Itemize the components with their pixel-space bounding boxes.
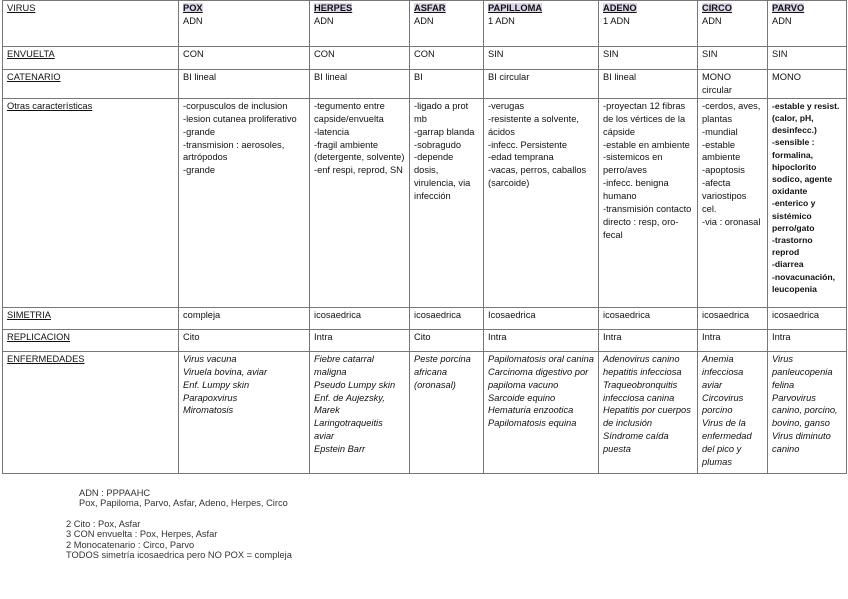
row-label-enfermedades	[3, 351, 179, 473]
table-cell: Intra	[698, 329, 768, 351]
table-cell: Intra	[599, 329, 698, 351]
simetria-row	[3, 307, 847, 329]
replicacion-row	[3, 329, 847, 351]
envuelta-row	[3, 47, 847, 70]
table-cell: -ligado a prot mb -garrap blanda -sobragudo -depende dosis, virulencia, via infección	[410, 98, 484, 307]
virus-name: PAPILLOMA	[488, 3, 543, 13]
table-cell: Cito	[179, 329, 310, 351]
table-cell: icosaedrica	[310, 307, 410, 329]
table-cell: CON	[410, 47, 484, 70]
label-text: Otras características	[7, 100, 93, 111]
genome: ADN	[314, 15, 334, 26]
virus-header-asfar	[410, 1, 484, 47]
table-cell: Icosaedrica	[484, 307, 599, 329]
table-cell: CON	[310, 47, 410, 70]
virus-header-papilloma	[484, 1, 599, 47]
otras-row	[3, 98, 847, 307]
table-cell: -estable y resist. (calor, pH, desinfecc.) -sensible : formalina, hipoclorito sodico, agente oxidante -enterico y sistémico perro/gato -trastorno reprod -diarrea -novacunación, leucopenia	[768, 98, 847, 307]
table-cell: Anemia infecciosa aviar Circovirus porcino Virus de la enfermedad del pico y plumas	[698, 351, 768, 473]
virus-name: PARVO	[772, 3, 805, 13]
genome: ADN	[772, 15, 792, 26]
row-label-catenario	[3, 70, 179, 99]
label-text: REPLICACION	[7, 331, 71, 342]
note-line: TODOS simetría icosaedrica pero NO POX = compleja	[66, 550, 292, 561]
virus-name: POX	[183, 3, 203, 13]
catenario-row	[3, 70, 847, 99]
table-cell: icosaedrica	[410, 307, 484, 329]
header-row	[3, 1, 847, 47]
virus-header-circo	[698, 1, 768, 47]
note-line: 2 Monocatenario : Circo, Parvo	[66, 539, 195, 550]
table-cell: SIN	[768, 47, 847, 70]
virus-name: ASFAR	[414, 3, 446, 13]
table-cell: -corpusculos de inclusion -lesion cutanea proliferativo -grande -transmision : aerosoles, artrópodos -grande	[179, 98, 310, 307]
table-cell: BI circular	[484, 70, 599, 99]
table-cell: -cerdos, aves, plantas -mundial -estable ambiente -apoptosis -afecta variostipos cel. -via : oronasal	[698, 98, 768, 307]
label-text: ENVUELTA	[7, 49, 55, 59]
table-cell: MONO	[768, 70, 847, 99]
table-cell: SIN	[599, 47, 698, 70]
table-cell: SIN	[484, 47, 599, 70]
virus-header-herpes	[310, 1, 410, 47]
virus-name: ADENO	[603, 3, 637, 13]
genome: 1 ADN	[488, 15, 515, 26]
note-line: 3 CON envuelta : Pox, Herpes, Asfar	[66, 529, 218, 540]
enfermedades-row	[3, 351, 847, 473]
row-label-virus	[3, 1, 179, 47]
note-line: 2 Cito : Pox, Asfar	[66, 519, 141, 529]
row-label-simetria	[3, 307, 179, 329]
table-cell: MONO circular	[698, 70, 768, 99]
genome: ADN	[414, 15, 434, 26]
table-cell: icosaedrica	[768, 307, 847, 329]
table-cell: SIN	[698, 47, 768, 70]
genome: 1 ADN	[603, 15, 630, 26]
table-cell: Fiebre catarral maligna Pseudo Lumpy skin Enf. de Aujezsky, Marek Laringotraqueitis aviar Epstein Barr	[310, 351, 410, 473]
table-cell: CON	[179, 47, 310, 70]
virus-name: HERPES	[314, 3, 353, 13]
label-text: ENFERMEDADES	[7, 353, 85, 364]
row-label-otras	[3, 98, 179, 307]
virus-header-pox	[179, 1, 310, 47]
table-cell: Virus panleucopenia felina Parvovirus canino, porcino, bovino, ganso Virus diminuto canino	[768, 351, 847, 473]
note-line: Pox, Papiloma, Parvo, Asfar, Adeno, Herpes, Circo	[79, 498, 288, 509]
table-cell: Papilomatosis oral canina Carcinoma digestivo por papiloma vacuno Sarcoide equino Hematuria enzootica Papilomatosis equina	[484, 351, 599, 473]
label-text: SIMETRIA	[7, 309, 51, 320]
row-label-replicacion	[3, 329, 179, 351]
notes-block-2	[66, 519, 292, 561]
table-cell: Peste porcina africana (oronasal)	[410, 351, 484, 473]
virus-header-adeno	[599, 1, 698, 47]
table-cell: Intra	[768, 329, 847, 351]
notes-block-1	[66, 488, 288, 509]
table-cell: Virus vacuna Viruela bovina, aviar Enf. Lumpy skin Parapoxvirus Miromatosis	[179, 351, 310, 473]
table-cell: icosaedrica	[599, 307, 698, 329]
virus-header-parvo	[768, 1, 847, 47]
virus-name: CIRCO	[702, 3, 732, 13]
table-cell: compleja	[179, 307, 310, 329]
table-cell: Adenovirus canino hepatitis infecciosa Traqueobronquitis infecciosa canina Hepatitis por cuerpos de inclusión Síndrome caída puesta	[599, 351, 698, 473]
virus-table	[2, 0, 847, 474]
table-cell: -tegumento entre capside/envuelta -latencia -fragil ambiente (detergente, solvente) -enf respi, reprod, SN	[310, 98, 410, 307]
label-text: CATENARIO	[7, 72, 61, 82]
table-cell: -verugas -resistente a solvente, ácidos -infecc. Persistente -edad temprana -vacas, perros, caballos (sarcoide)	[484, 98, 599, 307]
table-cell: icosaedrica	[698, 307, 768, 329]
note-line: ADN : PPPAAHC	[79, 488, 151, 498]
table-cell: Intra	[310, 329, 410, 351]
table-cell: BI	[410, 70, 484, 99]
table-cell: Cito	[410, 329, 484, 351]
table-cell: BI lineal	[599, 70, 698, 99]
row-label-envuelta	[3, 47, 179, 70]
genome: ADN	[702, 15, 722, 26]
table-cell: BI lineal	[310, 70, 410, 99]
table-cell: BI lineal	[179, 70, 310, 99]
table-cell: -proyectan 12 fibras de los vértices de la cápside -estable en ambiente -sistemicos en perro/aves -infecc. benigna humano -transmisión contacto directo : resp, oro-fecal	[599, 98, 698, 307]
genome: ADN	[183, 15, 203, 26]
table-cell: Intra	[484, 329, 599, 351]
label-text: VIRUS	[7, 3, 36, 13]
